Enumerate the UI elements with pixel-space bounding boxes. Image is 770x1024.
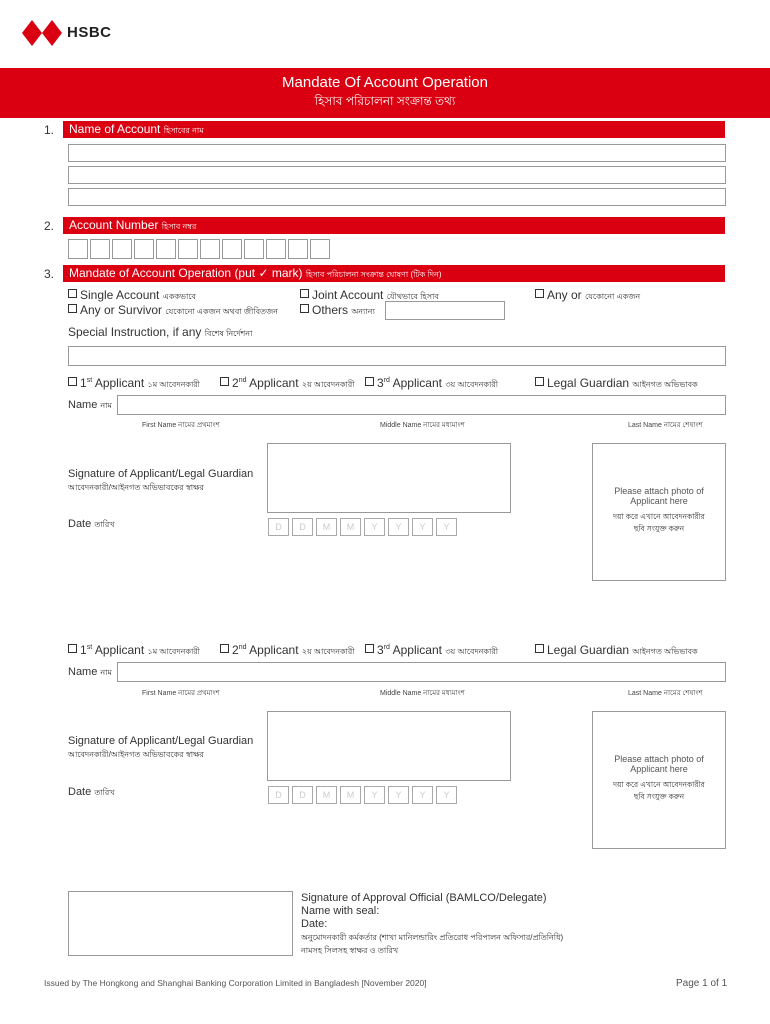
account-name-line-3[interactable] [68, 188, 726, 206]
applicant2-photo-box[interactable] [592, 711, 726, 849]
last-name-caption: Last Name নামের শেষাংশ [628, 690, 703, 697]
date-day[interactable]: D [268, 786, 289, 804]
page-title: Mandate Of Account Operation [282, 74, 488, 91]
approval-signature-box[interactable] [68, 891, 293, 956]
account-digit[interactable] [112, 239, 132, 259]
applicant1-second[interactable]: 2nd Applicant ২য় আবেদনকারী [220, 376, 355, 392]
photo-instruction-bn1: দয়া করে এখানে আবেদনকারীর [613, 512, 705, 521]
section3-label: Mandate of Account Operation (put ✓ mark) [69, 266, 303, 280]
option-joint-label: Joint Account [312, 288, 384, 302]
applicant2-guardian[interactable] [535, 643, 698, 659]
date-year[interactable]: Y [412, 518, 433, 536]
footer-issued: Issued by The Hongkong and Shanghai Banking Corporation Limited in Bangladesh [November 2020] [44, 978, 427, 988]
first-name-caption: First Name নামের প্রথমাংশ [142, 422, 220, 429]
guardian-label: Legal Guardian [547, 643, 630, 657]
applicant1-guardian[interactable] [535, 376, 698, 392]
applicant2-second[interactable]: 2nd Applicant ২য় আবেদনকারী [220, 643, 355, 659]
approval-line-3: Date: [301, 918, 328, 930]
special-label-bn: বিশেষ নির্দেশনা [204, 329, 253, 338]
photo-instruction-2: Applicant here [630, 496, 688, 506]
approval-line-1: Signature of Approval Official (BAMLCO/Delegate) [301, 892, 547, 904]
photo-instruction-bn2: ছবি সংযুক্ত করুন [633, 524, 685, 533]
joint-account-checkbox[interactable] [300, 289, 309, 298]
name-label-bn: নাম [100, 401, 112, 410]
third-applicant-checkbox[interactable] [365, 644, 374, 653]
applicant2-third[interactable]: 3rd Applicant ৩য় আবেদনকারী [365, 643, 498, 659]
date-label-bn: তারিখ [94, 788, 115, 797]
middle-name-caption: Middle Name নামের মধ্যমাংশ [380, 422, 465, 429]
third-applicant-label: Applicant [392, 376, 442, 390]
account-name-line-1[interactable] [68, 144, 726, 162]
name-label: Name [68, 666, 98, 678]
option-single-account[interactable] [68, 288, 196, 304]
section2-number: 2. [44, 219, 55, 233]
account-digit[interactable] [200, 239, 220, 259]
first-applicant-label: Applicant [94, 376, 145, 390]
name-label-bn: নাম [100, 668, 112, 677]
applicant2-name-input[interactable] [117, 662, 726, 682]
title-bar [0, 68, 770, 118]
second-applicant-label-bn: ২য় আবেদনকারী [301, 647, 355, 656]
account-digit[interactable] [222, 239, 242, 259]
account-number-boxes [68, 239, 332, 264]
option-survivor-label-bn: যেকোনো একজন অথবা জীবিতজন [165, 307, 278, 316]
special-label-en: Special Instruction, if any [68, 325, 202, 339]
date-label: Date [68, 786, 92, 798]
third-applicant-checkbox[interactable] [365, 377, 374, 386]
option-single-label: Single Account [80, 288, 160, 302]
date-year[interactable]: Y [364, 786, 385, 804]
account-digit[interactable] [288, 239, 308, 259]
approval-block [301, 892, 563, 957]
option-any-or-survivor[interactable] [68, 303, 278, 319]
any-one-checkbox[interactable] [535, 289, 544, 298]
applicant1-name-label [68, 399, 112, 413]
date-month[interactable]: M [340, 786, 361, 804]
second-applicant-checkbox[interactable] [220, 644, 229, 653]
applicant1-first[interactable]: 1st Applicant ১ম আবেদনকারী [68, 376, 200, 392]
applicant2-signature-label: Signature of Applicant/Legal Guardian [68, 735, 254, 747]
section3-label-bn: হিসাব পরিচালনা সংক্রান্ত ঘোষণা (টিক দিন) [305, 270, 442, 279]
photo-instruction-bn1: দয়া করে এখানে আবেদনকারীর [613, 780, 705, 789]
special-instruction-label [68, 325, 252, 341]
third-applicant-label-bn: ৩য় আবেদনকারী [445, 380, 499, 389]
option-anyone-label-bn: যেকোনো একজন [585, 292, 641, 301]
approval-line-2: Name with seal: [301, 905, 380, 917]
hsbc-hexagon-icon [22, 20, 62, 46]
option-single-label-bn: এককভাবে [162, 292, 196, 301]
date-year[interactable]: Y [412, 786, 433, 804]
date-label-bn: তারিখ [94, 520, 115, 529]
applicant1-signature-box[interactable] [267, 443, 511, 513]
section1-number: 1. [44, 123, 55, 137]
option-survivor-label: Any or Survivor [80, 303, 163, 317]
section3-number: 3. [44, 267, 55, 281]
applicant2-first[interactable]: 1st Applicant ১ম আবেদনকারী [68, 643, 200, 659]
date-month[interactable]: M [316, 518, 337, 536]
section2-header [63, 217, 725, 234]
photo-instruction-1: Please attach photo of [614, 754, 704, 764]
hsbc-logo [22, 20, 122, 50]
first-name-caption: First Name নামের প্রথমাংশ [142, 690, 220, 697]
third-applicant-label: Applicant [392, 643, 442, 657]
guardian-label-bn: আইনগত অভিভাবক [632, 380, 698, 389]
applicant2-date-boxes [268, 785, 460, 804]
account-digit[interactable] [266, 239, 286, 259]
first-applicant-label-bn: ১ম আবেদনকারী [147, 380, 200, 389]
applicant1-signature-label-bn: আবেদনকারী/আইনগত অভিভাবকের স্বাক্ষর [68, 483, 204, 492]
applicant2-signature-label-bn: আবেদনকারী/আইনগত অভিভাবকের স্বাক্ষর [68, 750, 204, 759]
date-day[interactable]: D [292, 786, 313, 804]
date-year[interactable]: Y [436, 786, 457, 804]
others-checkbox[interactable] [300, 304, 309, 313]
applicant2-date-label [68, 786, 115, 800]
page-title-bn: হিসাব পরিচালনা সংক্রান্ত তথ্য [314, 94, 456, 108]
date-year[interactable]: Y [436, 518, 457, 536]
applicant2-name-label [68, 666, 112, 680]
date-year[interactable]: Y [388, 786, 409, 804]
third-applicant-label-bn: ৩য় আবেদনকারী [445, 647, 499, 656]
option-others[interactable] [300, 303, 375, 319]
account-digit[interactable] [68, 239, 88, 259]
guardian-label-bn: আইনগত অভিভাবক [632, 647, 698, 656]
applicant1-signature-label: Signature of Applicant/Legal Guardian [68, 468, 254, 480]
option-anyone-label: Any or [547, 288, 582, 302]
date-label: Date [68, 518, 92, 530]
date-month[interactable]: M [316, 786, 337, 804]
photo-instruction-1: Please attach photo of [614, 486, 704, 496]
section1-label-bn: হিসাবের নাম [163, 126, 204, 135]
account-name-line-2[interactable] [68, 166, 726, 184]
applicant1-date-label [68, 518, 115, 532]
section3-header [63, 265, 725, 282]
last-name-caption: Last Name নামের শেষাংশ [628, 422, 703, 429]
first-applicant-label-bn: ১ম আবেদনকারী [147, 647, 200, 656]
date-year[interactable]: Y [388, 518, 409, 536]
guardian-label: Legal Guardian [547, 376, 630, 390]
applicant1-date-boxes [268, 517, 460, 536]
brand-name: HSBC [67, 24, 112, 41]
account-digit[interactable] [156, 239, 176, 259]
photo-instruction-2: Applicant here [630, 764, 688, 774]
account-digit[interactable] [90, 239, 110, 259]
option-others-label: Others [312, 303, 349, 317]
photo-instruction-bn2: ছবি সংযুক্ত করুন [633, 792, 685, 801]
applicant1-third[interactable]: 3rd Applicant ৩য় আবেদনকারী [365, 376, 498, 392]
special-instruction-input[interactable] [68, 346, 726, 366]
section2-label-bn: হিসাব নম্বর [161, 222, 197, 231]
guardian-checkbox[interactable] [535, 644, 544, 653]
section2-label: Account Number [69, 218, 159, 232]
first-applicant-label: Applicant [94, 643, 145, 657]
account-digit[interactable] [244, 239, 264, 259]
date-day[interactable]: D [268, 518, 289, 536]
first-applicant-checkbox[interactable] [68, 644, 77, 653]
date-day[interactable]: D [292, 518, 313, 536]
others-input[interactable] [385, 301, 505, 320]
middle-name-caption: Middle Name নামের মধ্যমাংশ [380, 690, 465, 697]
footer-page: Page 1 of 1 [676, 978, 728, 989]
guardian-checkbox[interactable] [535, 377, 544, 386]
option-others-label-bn: অন্যান্য [351, 307, 375, 316]
second-applicant-label: Applicant [249, 643, 299, 657]
second-applicant-label-bn: ২য় আবেদনকারী [301, 380, 355, 389]
applicant1-photo-box[interactable] [592, 443, 726, 581]
name-label: Name [68, 399, 98, 411]
option-joint-label-bn: যৌথভাবে হিসাব [386, 292, 439, 301]
approval-line-4-bn: অনুমোদনকারী কর্মকর্তার (শাখা মানিলন্ডারিং প্রতিরোধ পরিপালন অফিসার/প্রতিনিধি) [301, 933, 564, 942]
second-applicant-checkbox[interactable] [220, 377, 229, 386]
approval-line-5-bn: নামসহ সিলসহ স্বাক্ষর ও তারিখ [301, 946, 399, 955]
first-applicant-checkbox[interactable] [68, 377, 77, 386]
section1-header [63, 121, 725, 138]
account-digit[interactable] [178, 239, 198, 259]
single-account-checkbox[interactable] [68, 289, 77, 298]
survivor-checkbox[interactable] [68, 304, 77, 313]
applicant1-name-input[interactable] [117, 395, 726, 415]
applicant2-signature-box[interactable] [267, 711, 511, 781]
second-applicant-label: Applicant [249, 376, 299, 390]
section1-label: Name of Account [69, 122, 161, 136]
date-year[interactable]: Y [364, 518, 385, 536]
account-digit[interactable] [310, 239, 330, 259]
date-month[interactable]: M [340, 518, 361, 536]
account-digit[interactable] [134, 239, 154, 259]
option-any-one[interactable] [535, 288, 640, 304]
